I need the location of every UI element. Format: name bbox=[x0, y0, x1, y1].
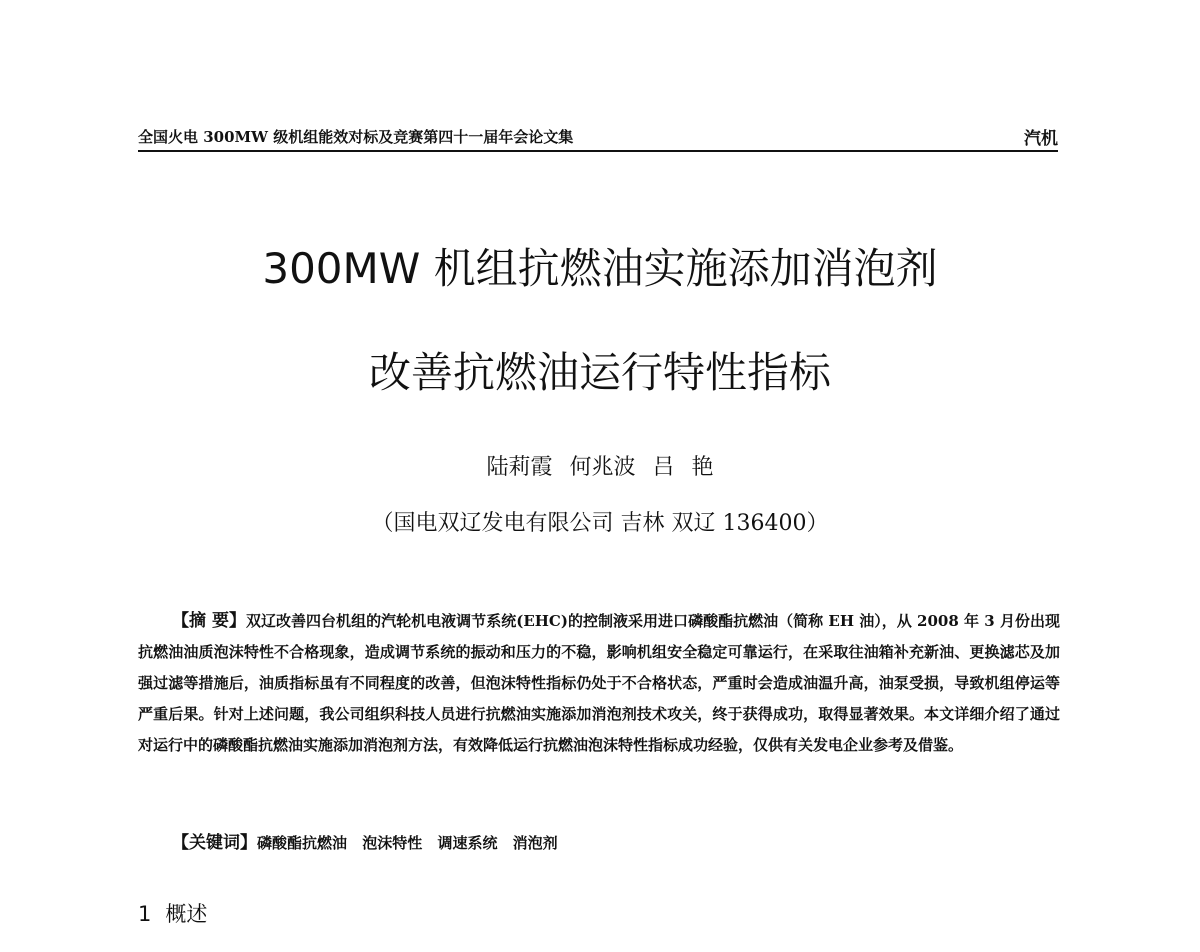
paper-title-line-1: 300MW 机组抗燃油实施添加消泡剂 bbox=[262, 244, 938, 293]
section-heading bbox=[138, 898, 207, 928]
category-label: 汽机 bbox=[1024, 129, 1058, 149]
section-title: 概述 bbox=[165, 902, 208, 926]
abstract bbox=[138, 606, 1060, 761]
keywords-label: 【关键词】 bbox=[172, 833, 257, 853]
keywords bbox=[172, 828, 558, 853]
section-number: 1 bbox=[138, 902, 152, 926]
journal-title: 全国火电 300MW 级机组能效对标及竞赛第四十一届年会论文集 bbox=[138, 128, 574, 146]
abstract-text: 双辽改善四台机组的汽轮机电液调节系统(EHC)的控制液采用进口磷酸酯抗燃油（简称 EH 油），从 2008 年 3 月份出现抗燃油油质泡沫特性不合格现象，造成调节系统的振动和压力的不稳，影响机组安全稳定可靠运行，在采取往油箱补充新油、更换滤芯及加强过滤等措施后，油质指标虽有不同程度的改善，但泡沫特性指标仍处于不合格状态，严重时会造成油温升高，油泵受损，导致机组停运等严重后果。针对上述问题，我公司组织科技人员进行抗燃油实施添加消泡剂技术攻关，终于获得成功，取得显著效果。本文详细介绍了通过对运行中的磷酸酯抗燃油实施添加消泡剂方法，有效降低运行抗燃油泡沫特性指标成功经验，仅供有关发电企业参考及借鉴。 bbox=[138, 612, 1060, 754]
paper-title-line-2: 改善抗燃油运行特性指标 bbox=[368, 348, 831, 397]
abstract-label: 【摘 要】 bbox=[172, 611, 246, 631]
keywords-list: 磷酸酯抗燃油 泡沫特性 调速系统 消泡剂 bbox=[257, 834, 558, 852]
affiliation: （国电双辽发电有限公司 吉林 双辽 136400） bbox=[371, 511, 829, 536]
running-header bbox=[138, 122, 1058, 152]
authors: 陆莉霞 何兆波 吕 艳 bbox=[486, 455, 714, 480]
